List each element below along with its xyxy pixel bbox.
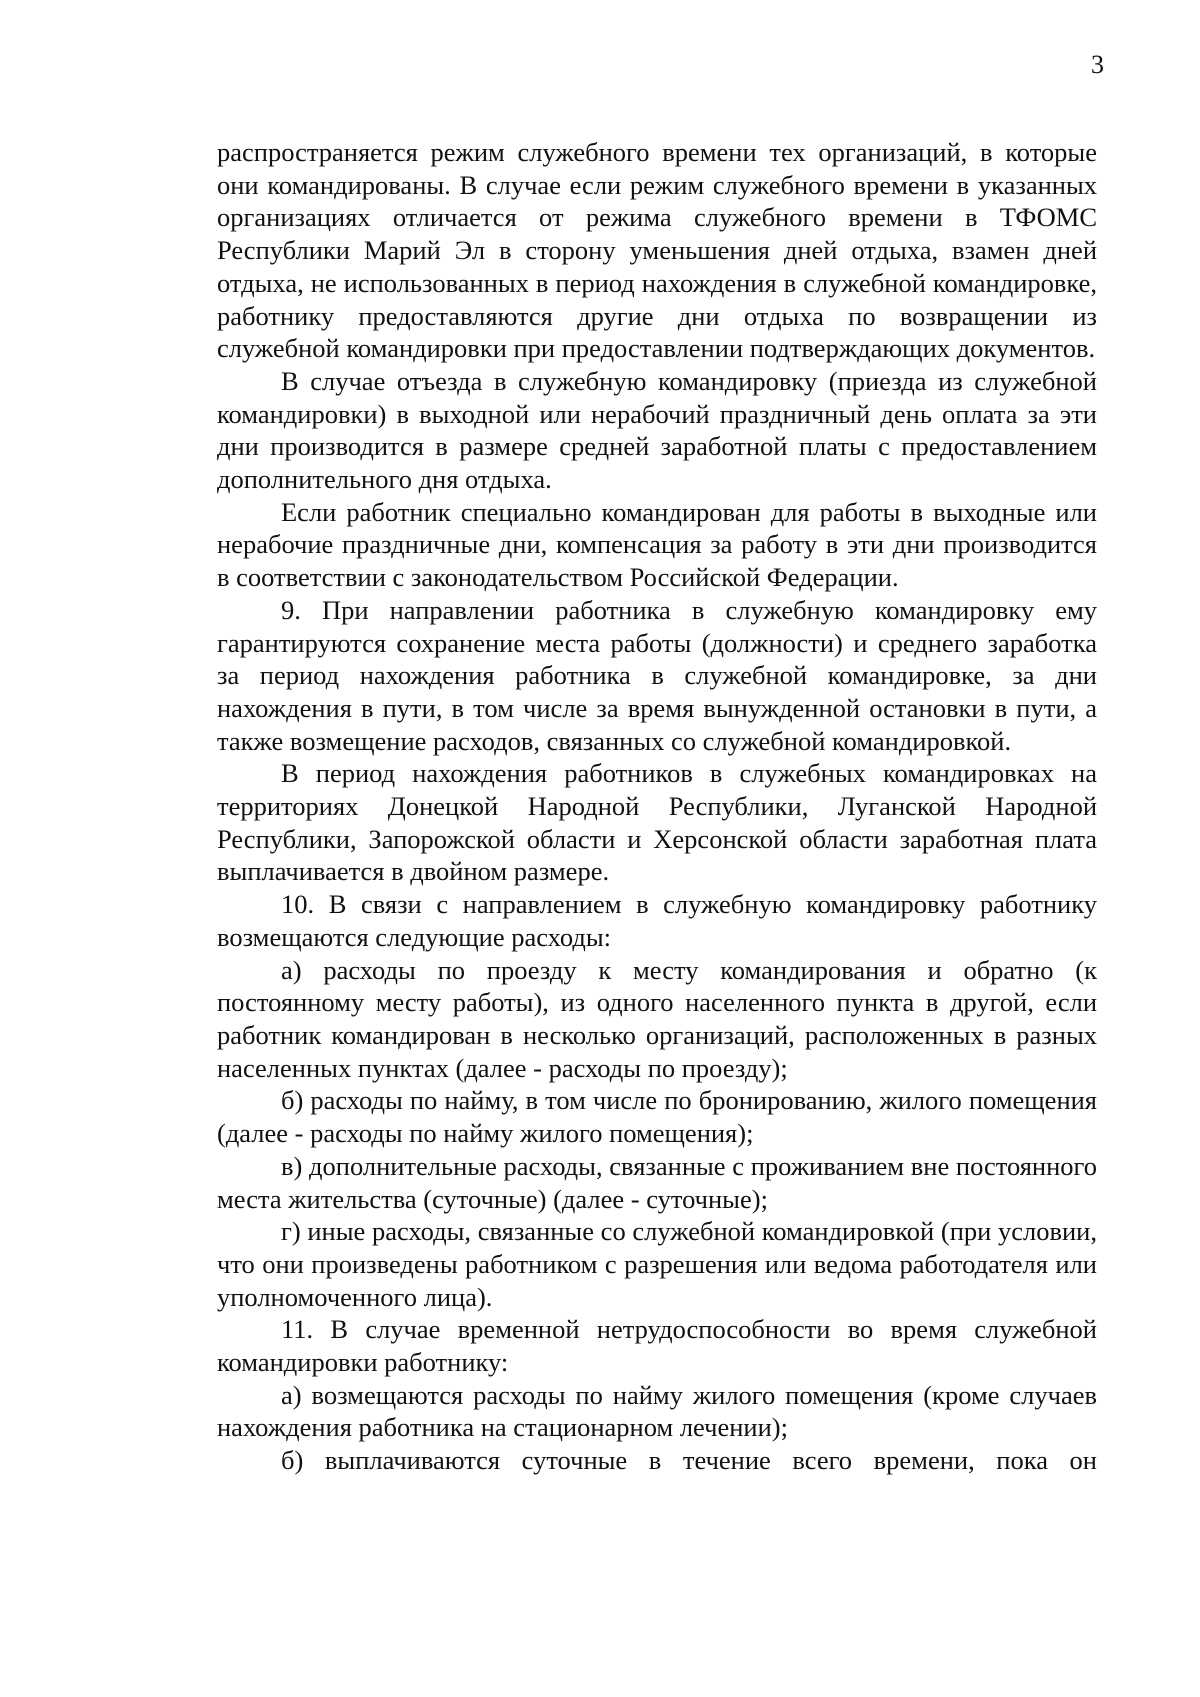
paragraph-double-pay: В период нахождения работников в служебных командировках на территориях Донецкой Народной Республики, Луганской Народной Республики, Запорожской области и Херсонской области заработная плата выплачивается в двойном размере. [217, 758, 1097, 887]
page-number: 3 [1091, 50, 1104, 79]
paragraph-continuation: распространяется режим служебного времени тех организаций, в которые они командированы. В случае если режим служебного времени в указанных организациях отличается от режима служебного времени в ТФОМС Республики Марий Эл в сторону уменьшения дней отдыха, взамен дней отдыха, не использованных в период нахождения в служебной командировке, работнику предоставляются другие дни отдыха по возвращении из служебной командировки при предоставлении подтверждающих документов. [217, 137, 1097, 364]
paragraph-weekend-work: Если работник специально командирован для работы в выходные или нерабочие праздничные дни, компенсация за работу в эти дни производится в соответствии с законодательством Российской Федерации. [217, 496, 1097, 593]
paragraph-clause-11: 11. В случае временной нетрудоспособности во время служебной командировки работнику: [217, 1314, 1097, 1378]
document-body [217, 136, 1097, 1477]
paragraph-clause-10-a: а) расходы по проезду к месту командирования и обратно (к постоянному месту работы), из одного населенного пункта в другой, если работник командирован в несколько организаций, расположенных в разных населенных пунктах (далее - расходы по проезду); [217, 954, 1097, 1083]
paragraph-clause-11-b: б) выплачиваются суточные в течение всего времени, пока он [281, 1445, 1097, 1476]
paragraph-clause-10-v: в) дополнительные расходы, связанные с проживанием вне постоянного места жительства (суточные) (далее - суточные); [217, 1150, 1097, 1214]
paragraph-clause-10-g: г) иные расходы, связанные со служебной командировкой (при условии, что они произведены работником с разрешения или ведома работодателя или уполномоченного лица). [217, 1216, 1097, 1312]
paragraph-clause-10-b: б) расходы по найму, в том числе по бронированию, жилого помещения (далее - расходы по найму жилого помещения); [217, 1085, 1097, 1149]
paragraph-weekend-departure: В случае отъезда в служебную командировку (приезда из служебной командировки) в выходной или нерабочий праздничный день оплата за эти дни производится в размере средней заработной платы с предоставлением дополнительного дня отдыха. [217, 365, 1097, 495]
paragraph-clause-11-a: а) возмещаются расходы по найму жилого помещения (кроме случаев нахождения работника на стационарном лечении); [217, 1379, 1097, 1443]
paragraph-clause-10: 10. В связи с направлением в служебную командировку работнику возмещаются следующие расходы: [217, 889, 1097, 952]
paragraph-clause-9: 9. При направлении работника в служебную командировку ему гарантируются сохранение места работы (должности) и среднего заработка за период нахождения работника в служебной командировке, за дни нахождения в пути, в том числе за время вынужденной остановки в пути, а также возмещение расходов, связанных со служебной командировкой. [217, 594, 1097, 756]
